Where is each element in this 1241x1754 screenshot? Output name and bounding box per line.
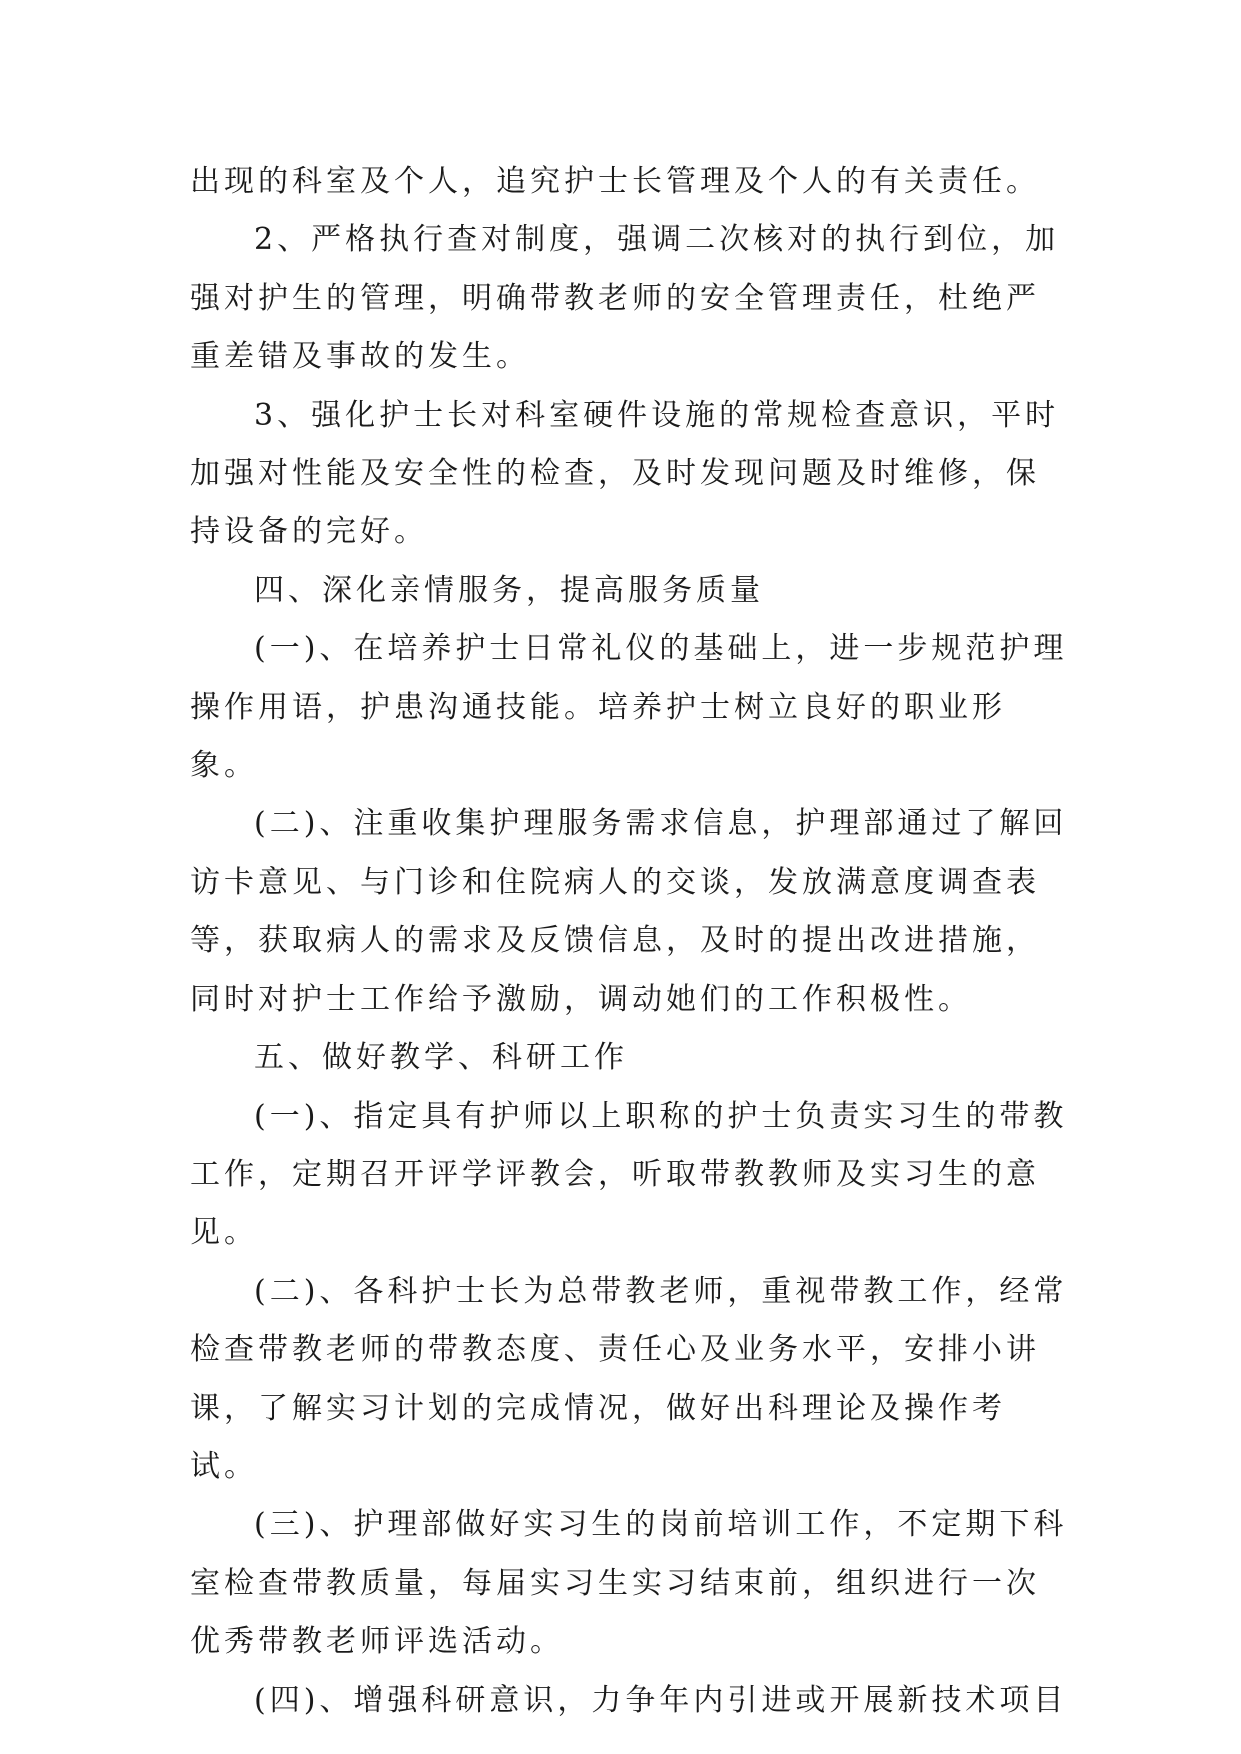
section-heading: 四、深化亲情服务，提高服务质量 — [254, 572, 764, 608]
paragraph: 出现的科室及个人，追究护士长管理及个人的有关责任。 — [190, 164, 1040, 199]
paragraph: (一)、在培养护士日常礼仪的基础上，进一步规范护理操作用语，护患沟通技能。培养护士树立良好的职业形象。 — [190, 631, 1068, 784]
paragraph: 2、严格执行查对制度，强调二次核对的执行到位，加强对护生的管理，明确带教老师的安全管理责任，杜绝严重差错及事故的发生。 — [190, 222, 1060, 375]
paragraph: (三)、护理部做好实习生的岗前培训工作，不定期下科室检查带教质量，每届实习生实习结束前，组织进行一次优秀带教老师评选活动。 — [190, 1507, 1068, 1660]
paragraph: (四)、增强科研意识，力争年内引进或开展新技术项目 — [254, 1682, 1068, 1718]
section-heading: 五、做好教学、科研工作 — [254, 1040, 628, 1076]
paragraph: (二)、注重收集护理服务需求信息，护理部通过了解回访卡意见、与门诊和住院病人的交谈，发放满意度调查表等，获取病人的需求及反馈信息，及时的提出改进措施，同时对护士工作给予激励，调动她们的工作积极性。 — [190, 806, 1068, 1017]
document-body — [190, 153, 1070, 1730]
paragraph: (二)、各科护士长为总带教老师，重视带教工作，经常检查带教老师的带教态度、责任心及业务水平，安排小讲课，了解实习计划的完成情况，做好出科理论及操作考试。 — [190, 1273, 1068, 1484]
paragraph: 3、强化护士长对科室硬件设施的常规检查意识，平时加强对性能及安全性的检查，及时发现问题及时维修，保持设备的完好。 — [190, 397, 1060, 550]
paragraph: (一)、指定具有护师以上职称的护士负责实习生的带教工作，定期召开评学评教会，听取带教教师及实习生的意见。 — [190, 1098, 1068, 1251]
